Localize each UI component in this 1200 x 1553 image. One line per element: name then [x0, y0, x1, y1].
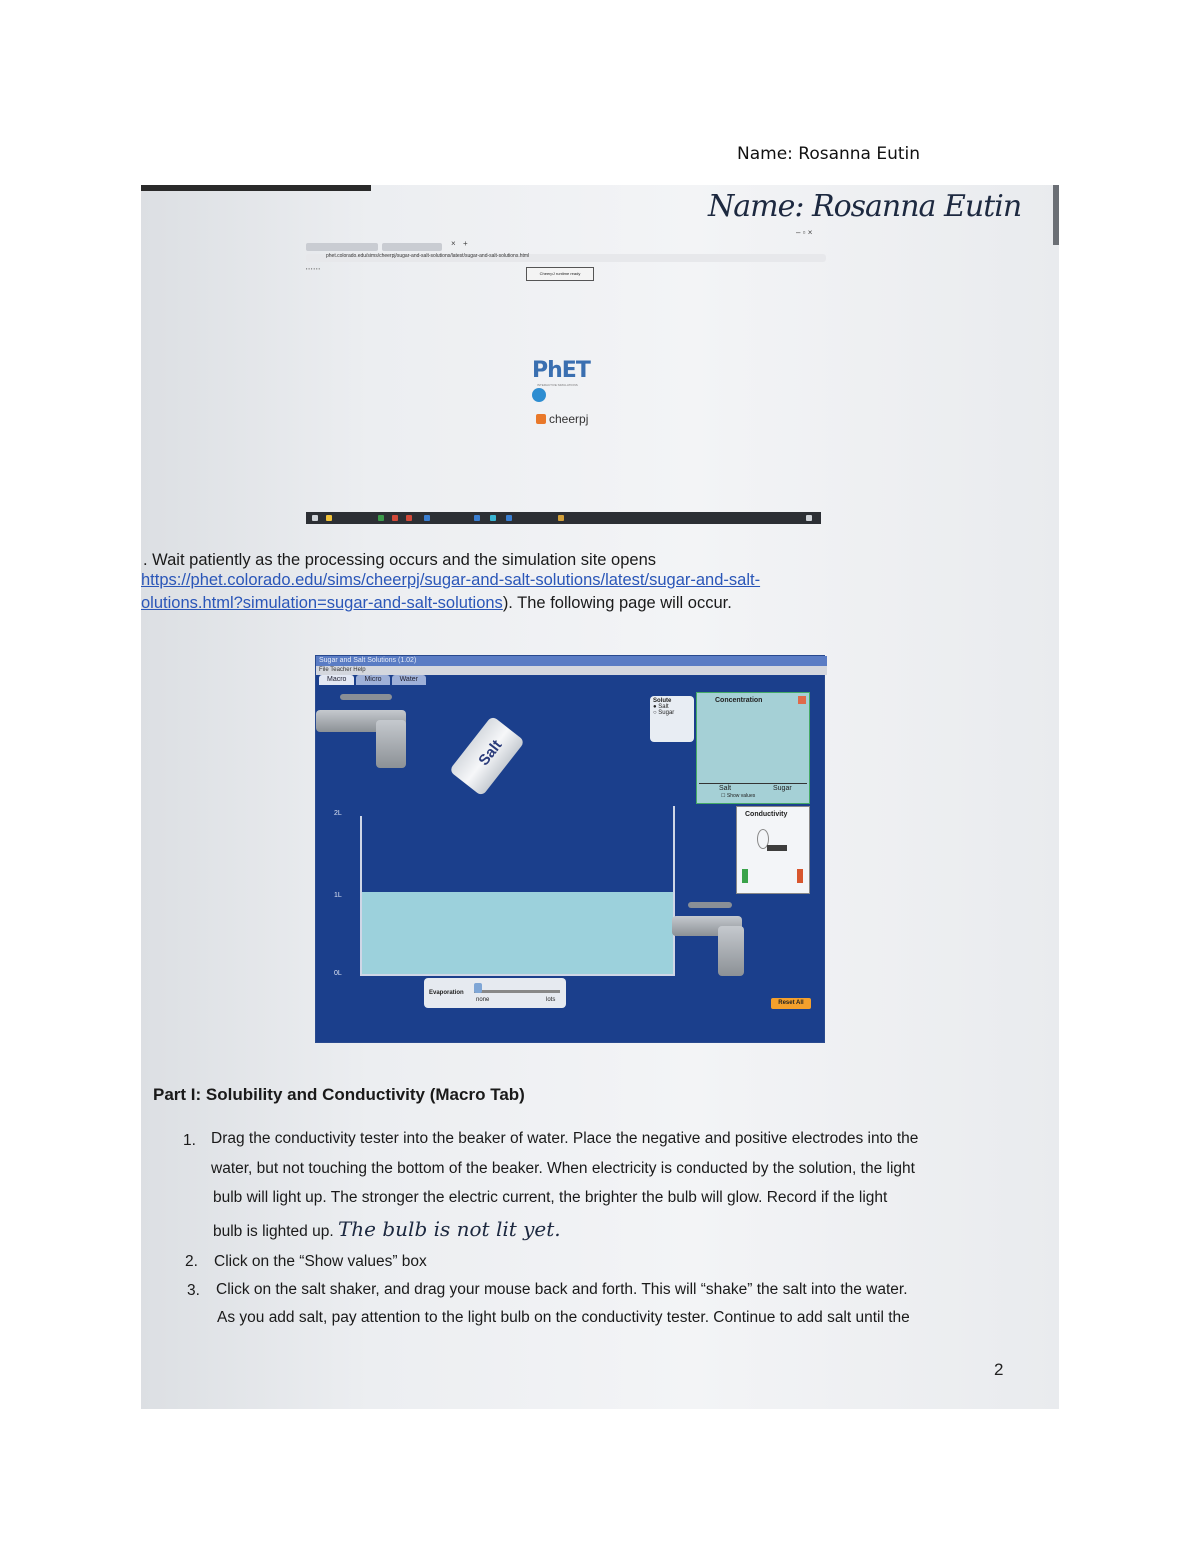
sim-tabs: [319, 675, 426, 685]
drain-spout: [718, 926, 744, 976]
beaker-wall: [360, 816, 362, 974]
tab-macro[interactable]: Macro: [319, 675, 354, 685]
radio-salt-label: Salt: [658, 704, 669, 710]
handwritten-answer: The bulb is not lit yet.: [337, 1217, 561, 1241]
sim-title-bar: Sugar and Salt Solutions (1.02): [316, 656, 827, 666]
browser-tab-bar: [306, 239, 826, 253]
loading-ball-icon: [532, 388, 546, 402]
phet-logo-subtitle: INTERACTIVE SIMULATIONS: [537, 383, 578, 387]
taskbar-app-icon[interactable]: [424, 515, 430, 521]
address-bar[interactable]: [306, 254, 826, 262]
item1-number: 1.: [183, 1132, 196, 1149]
new-tab-icon[interactable]: +: [463, 239, 468, 248]
step-text: . Wait patiently as the processing occurs and the simulation site opens: [143, 551, 656, 569]
item1-line1: Drag the conductivity tester into the beaker of water. Place the negative and positive electrodes into the: [211, 1130, 919, 1147]
scale-2l: 2L: [334, 810, 342, 817]
concentration-sugar-label: Sugar: [773, 785, 792, 792]
evaporation-slider-track[interactable]: [474, 990, 560, 993]
taskbar-app-icon[interactable]: [474, 515, 480, 521]
sim-menu-bar[interactable]: File Teacher Help: [316, 666, 827, 675]
item1-line4: [213, 1217, 561, 1241]
windows-taskbar: [306, 512, 821, 524]
item2-number: 2.: [185, 1253, 198, 1270]
concentration-salt-label: Salt: [719, 785, 732, 792]
tab-water[interactable]: Water: [392, 675, 426, 685]
battery-icon: [767, 845, 787, 851]
url-suffix: ). The following page will occur.: [502, 594, 732, 612]
positive-electrode[interactable]: [797, 869, 803, 883]
input-faucet[interactable]: [316, 690, 416, 760]
notification-icon[interactable]: [806, 515, 812, 521]
sim-url-line2: [141, 594, 732, 613]
browser-tab[interactable]: [382, 243, 442, 251]
solute-radio-salt[interactable]: ● Salt: [653, 704, 669, 710]
negative-electrode[interactable]: [742, 869, 748, 883]
item3-number: 3.: [187, 1282, 200, 1299]
start-icon[interactable]: [312, 515, 318, 521]
page-number: 2: [994, 1360, 1004, 1379]
taskbar-app-icon[interactable]: [406, 515, 412, 521]
scale-0l: 0L: [334, 970, 342, 977]
taskbar-app-icon[interactable]: [490, 515, 496, 521]
evaporation-label: Evaporation: [429, 990, 464, 996]
photo-edge-shadow-right: [1053, 185, 1059, 245]
item1-line4-text: bulb is lighted up.: [213, 1223, 334, 1240]
solute-panel: [650, 696, 694, 742]
evaporation-slider-knob[interactable]: [474, 983, 482, 993]
worksheet-photo: [141, 185, 1059, 1409]
drain-handle[interactable]: [688, 902, 732, 908]
item1-line3: bulb will light up. The stronger the electric current, the brighter the bulb will glow. Record if the light: [213, 1189, 888, 1206]
simulation-screenshot: [315, 655, 825, 1043]
sim-link-cont[interactable]: olutions.html?simulation=sugar-and-salt-solutions: [141, 594, 503, 612]
cheerpj-notification: CheerpJ runtime ready: [526, 267, 594, 281]
taskbar-app-icon[interactable]: [378, 515, 384, 521]
evaporation-control: [424, 978, 566, 1008]
item3-line1: Click on the salt shaker, and drag your mouse back and forth. This will “shake” the salt into the water.: [216, 1281, 908, 1298]
conductivity-title: Conductivity: [745, 811, 788, 818]
faucet-handle[interactable]: [340, 694, 392, 700]
radio-sugar-label: Sugar: [658, 710, 675, 716]
scale-1l: 1L: [334, 892, 342, 899]
handwritten-name: Name: Rosanna Eutin: [708, 189, 1022, 224]
typed-name: Name: Rosanna Eutin: [737, 144, 921, 164]
taskbar-app-icon[interactable]: [558, 515, 564, 521]
item3-line2: As you add salt, pay attention to the light bulb on the conductivity tester. Continue to add salt until the: [217, 1309, 910, 1326]
taskbar-app-icon[interactable]: [392, 515, 398, 521]
faucet-spout: [376, 720, 406, 768]
cheerpj-logo: [536, 412, 588, 426]
close-tab-icon[interactable]: ×: [451, 239, 456, 248]
concentration-title: Concentration: [715, 697, 763, 704]
solute-radio-sugar[interactable]: ○ Sugar: [653, 710, 675, 716]
item1-line2: water, but not touching the bottom of the beaker. When electricity is conducted by the solution, the light: [211, 1160, 915, 1177]
tab-micro[interactable]: Micro: [356, 675, 389, 685]
part-title: Part I: Solubility and Conductivity (Macro Tab): [153, 1085, 525, 1104]
bookmarks-bar: ▪ ▪ ▪ ▪ ▪ ▪: [306, 266, 321, 271]
cheerpj-icon: [536, 414, 546, 424]
cheerpj-label: cheerpj: [549, 412, 589, 426]
beaker-bottom: [360, 974, 675, 976]
phet-logo: PhET: [532, 358, 590, 383]
shaker-label: Salt: [475, 736, 506, 769]
window-controls-icon[interactable]: – ▫ ×: [796, 228, 813, 237]
show-values-label: Show values: [726, 793, 756, 799]
beaker-water: [362, 892, 673, 974]
sim-link[interactable]: https://phet.colorado.edu/sims/cheerpj/sugar-and-salt-solutions/latest/sugar-and-salt-: [141, 571, 761, 589]
reset-all-button[interactable]: Reset All: [771, 998, 811, 1009]
concentration-panel: [696, 692, 810, 804]
evaporation-none-label: none: [476, 997, 490, 1003]
concentration-axis: [699, 783, 807, 784]
item2-text: Click on the “Show values” box: [214, 1253, 427, 1270]
photo-edge-shadow: [141, 185, 371, 191]
address-url: phet.colorado.edu/sims/cheerpj/sugar-and-salt-solutions/latest/sugar-and-salt-solutions.html: [326, 253, 530, 259]
browser-tab[interactable]: [306, 243, 378, 251]
show-values-checkbox[interactable]: ☐ Show values: [721, 793, 756, 799]
solute-title: Solute: [653, 698, 672, 704]
drain-faucet[interactable]: [672, 902, 752, 982]
salt-shaker[interactable]: [449, 715, 525, 796]
sim-url-line1: [141, 571, 760, 590]
evaporation-lots-label: lots: [546, 997, 556, 1003]
conductivity-panel[interactable]: [736, 806, 810, 894]
taskbar-app-icon[interactable]: [326, 515, 332, 521]
browser-screenshot: [306, 228, 826, 540]
taskbar-app-icon[interactable]: [506, 515, 512, 521]
close-icon[interactable]: [798, 696, 806, 704]
